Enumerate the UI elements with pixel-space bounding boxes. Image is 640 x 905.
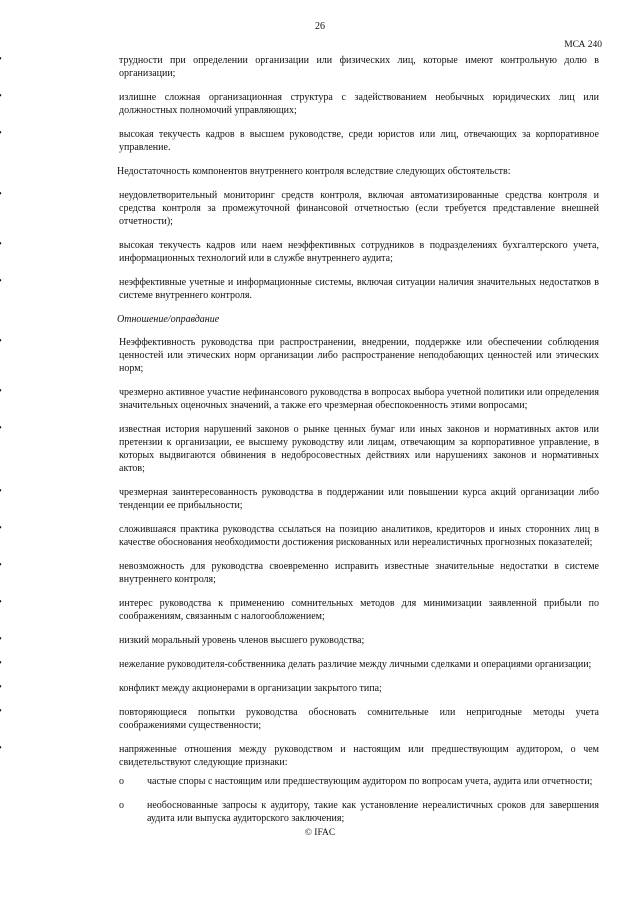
bullet-icon [0, 238, 2, 251]
list-item: сложившаяся практика руководства ссылаться на позицию аналитиков, кредиторов и иных сторонних лиц в качестве обоснования необходимости достижения рискованных или нереалистичных прогнозных показателей; [119, 523, 599, 549]
bullet-icon [0, 188, 2, 201]
circle-bullet-icon: o [119, 776, 124, 787]
document-body [119, 54, 599, 836]
bullet-icon [0, 742, 2, 755]
bullet-icon [0, 422, 2, 435]
list-item: трудности при определении организации или физических лиц, которые имеют контрольную долю в организации; [119, 54, 599, 80]
document-code: МСА 240 [564, 40, 602, 50]
circle-bullet-icon: o [119, 800, 124, 811]
list-item: Неэффективность руководства при распространении, внедрении, поддержке или обеспечении соблюдения ценностей или этических норм организации либо распространение неподобающих ценностей или этических норм; [119, 336, 599, 375]
internal-control-intro: Недостаточность компонентов внутреннего контроля вследствие следующих обстоятельств: [117, 166, 511, 177]
bullet-icon [0, 53, 2, 66]
list-item: нежелание руководителя-собственника делать различие между личными сделками и операциями организации; [119, 658, 599, 671]
list-item: излишне сложная организационная структура с задействованием необычных юридических лиц или должностных полномочий управляющих; [119, 91, 599, 117]
auditor-relations-sublist [119, 775, 599, 825]
attitude-list [119, 336, 599, 825]
bullet-icon [0, 275, 2, 288]
bullet-icon [0, 485, 2, 498]
bullet-icon [0, 335, 2, 348]
bullet-icon [0, 681, 2, 694]
list-item: интерес руководства к применению сомнительных методов для минимизации заявленной прибыли по соображениям, связанным с налогообложением; [119, 597, 599, 623]
list-item: высокая текучесть кадров или наем неэффективных сотрудников в подразделениях бухгалтерского учета, информационных технологий или в службе внутреннего аудита; [119, 239, 599, 265]
internal-control-list [119, 189, 599, 302]
list-item: известная история нарушений законов о рынке ценных бумаг или иных законов и нормативных актов или претензии к организации, ее высшему руководству или лицам, отвечающим за корпоративное управление, в которых выдвигаются обвинения в недобросовестных действиях или нарушениях законов и нормативных актов; [119, 423, 599, 475]
list-item: чрезмерно активное участие нефинансового руководства в вопросах выбора учетной политики или определения значительных оценочных значений, а также его чрезмерная обеспокоенность этими вопросами; [119, 386, 599, 412]
list-item: чрезмерная заинтересованность руководства в поддержании или повышении курса акций организации либо тенденции ее прибыльности; [119, 486, 599, 512]
list-item: невозможность для руководства своевременно исправить известные значительные недостатки в системе внутреннего контроля; [119, 560, 599, 586]
list-item: конфликт между акционерами в организации закрытого типа; [119, 682, 599, 695]
bullet-icon [0, 522, 2, 535]
bullet-icon [0, 127, 2, 140]
sub-list-item: o необоснованные запросы к аудитору, такие как установление нереалистичных сроков для завершения аудита или выпуска аудиторского заключения; [119, 800, 599, 824]
bullet-icon [0, 90, 2, 103]
ownership-risk-list [119, 54, 599, 154]
bullet-icon [0, 657, 2, 670]
list-item: неэффективные учетные и информационные системы, включая ситуации наличия значительных недостатков в системе внутреннего контроля. [119, 276, 599, 302]
bullet-icon [0, 633, 2, 646]
bullet-icon [0, 705, 2, 718]
bullet-icon [0, 596, 2, 609]
list-item: низкий моральный уровень членов высшего руководства; [119, 634, 599, 647]
bullet-icon [0, 559, 2, 572]
list-item: неудовлетворительный мониторинг средств контроля, включая автоматизированные средства контроля и средства контроля за промежуточной финансовой отчетностью (если требуется представление внешней отчетности); [119, 189, 599, 228]
list-item: высокая текучесть кадров в высшем руководстве, среди юристов или лиц, отвечающих за корпоративное управление. [119, 128, 599, 154]
attitude-heading: Отношение/оправдание [117, 314, 220, 325]
bullet-icon [0, 385, 2, 398]
copyright-footer: © IFAC [304, 828, 336, 838]
list-item: напряженные отношения между руководством и настоящим или предшествующим аудитором, о чем свидетельствуют следующие признаки: o частые споры с настоящим или предшествующим аудитором по вопросам учета, аудита или отчетности; o необоснованные запросы к аудитору, такие как установление нереалистичных сроков для завершения аудита или выпуска аудиторского заключения; [119, 743, 599, 825]
list-item: повторяющиеся попытки руководства обосновать сомнительные или непригодные методы учета соображениями существенности; [119, 706, 599, 732]
page-number: 26 [315, 21, 325, 32]
sub-list-item: o частые споры с настоящим или предшествующим аудитором по вопросам учета, аудита или отчетности; [119, 776, 593, 787]
